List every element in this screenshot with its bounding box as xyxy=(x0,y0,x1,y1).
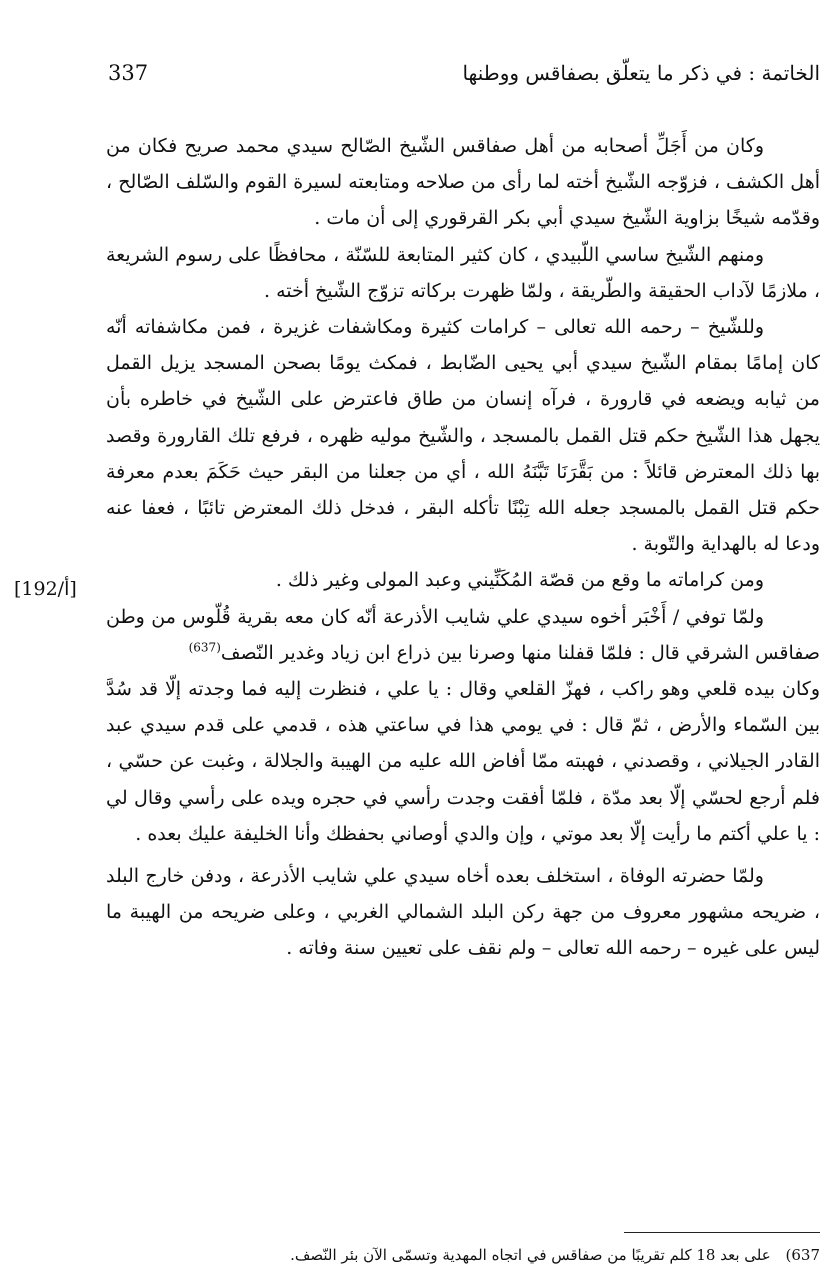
page-number: 337 xyxy=(108,61,149,85)
footnote xyxy=(120,1242,820,1268)
footnote-number: (637 xyxy=(785,1246,820,1264)
manuscript-folio-note: [192/أ] xyxy=(14,578,77,600)
paragraph: ومنهم الشّيخ ساسي اللّبيدي ، كان كثير المتابعة للسّنّة ، محافظًا على رسوم الشريعة ، ملازمًا لآداب الحقيقة والطّريقة ، ولمّا ظهرت بركاته تزوّج الشّيخ أخته . xyxy=(106,243,820,302)
paragraph: ومن كراماته ما وقع من قصّة المُكَنِّيني وعبد المولى وغير ذلك . xyxy=(275,569,764,592)
paragraph-text: ولمّا توفي / أَخْبَر أخوه سيدي علي شايب الأذرعة أنّه كان معه بقرية قُلّوس من وطن صفاقس الشرقي قال : فلمّا قفلنا منها وصرنا بين ذراع ابن زياد وغدير النّصف xyxy=(106,605,820,664)
paragraph-with-note xyxy=(106,599,820,671)
footnote-text: على بعد 18 كلم تقريبًا من صفاقس في اتجاه المهدية وتسمّى الآن بئر النّصف. xyxy=(290,1246,771,1264)
chapter-title: الخاتمة : في ذكر ما يتعلّق بصفاقس ووطنها xyxy=(462,61,820,85)
paragraph: وللشّيخ – رحمه الله تعالى – كرامات كثيرة ومكاشفات غزيرة ، فمن مكاشفاته أنّه كان إمامًا بمقام الشّيخ سيدي أبي يحيى الضّابط ، فمكث يومًا بصحن المسجد يزيل القمل من ثيابه ويضعه في قارورة ، فرآه إنسان من طاق فاعترض على الشّيخ في خاطره بأن يجهل هذا الشّيخ حكم قتل القمل بالمسجد ، والشّيخ موليه ظهره ، فرفع تلك القارورة وقصد بها ذلك المعترض قائلاً : من بَقَّرَنَا تَبَّنَهُ الله ، أي من جعلنا من البقر حيث حَكَمَ بعدم معرفة حكم قتل القمل بالمسجد جعله الله تِبْنًا تأكله البقر ، فدخل ذلك المعترض تائبًا ، فعفا عنه ودعا له بالهداية والتّوبة . xyxy=(106,316,820,556)
paragraph: وكان من أَجَلِّ أصحابه من أهل صفاقس الشّيخ الصّالح سيدي محمد صريح فكان من أهل الكشف ، فزوّجه الشّيخ أخته لما رأى من صلاحه ومتابعته لسيرة القوم والسّلف الصّالح ، وقدّمه شيخًا بزاوية الشّيخ سيدي أبي بكر القرقوري إلى أن مات . xyxy=(106,135,820,230)
paragraph: ولمّا حضرته الوفاة ، استخلف بعده أخاه سيدي علي شايب الأذرعة ، ودفن خارج البلد ، ضريحه مشهور معروف من جهة ركن البلد الشمالي الغربي ، وعلى ضريحه من الهيبة ما ليس على غيره – رحمه الله تعالى – ولم نقف على تعيين سنة وفاته . xyxy=(106,865,820,960)
body-text xyxy=(106,128,820,967)
footnote-divider xyxy=(624,1232,820,1233)
footnote-reference: (637) xyxy=(188,640,221,655)
running-header xyxy=(108,58,820,94)
paragraph: وكان بيده قلعي وهو راكب ، فهزّ القلعي وقال : يا علي ، فنظرت إليه فما وجدته إلّا قد سُدَّ بين السّماء والأرض ، ثمّ قال : في يومي هذا في ساعتي هذه ، قدمي على قدم سيدي عبد القادر الجيلاني ، وقصدني ، فهبته ممّا أفاض الله عليه من الهيبة والجلالة ، وغبت عن حسّي ، فلم أرجع لحسّي إلّا بعد مدّة ، فلمّا أفقت وجدت رأسي في حجره ويده على رأسي وقال لي : يا علي أكتم ما رأيت إلّا بعد موتي ، وإن والدي أوصاني بحفظك وأنا الخليفة عليك بعده . xyxy=(106,678,820,845)
